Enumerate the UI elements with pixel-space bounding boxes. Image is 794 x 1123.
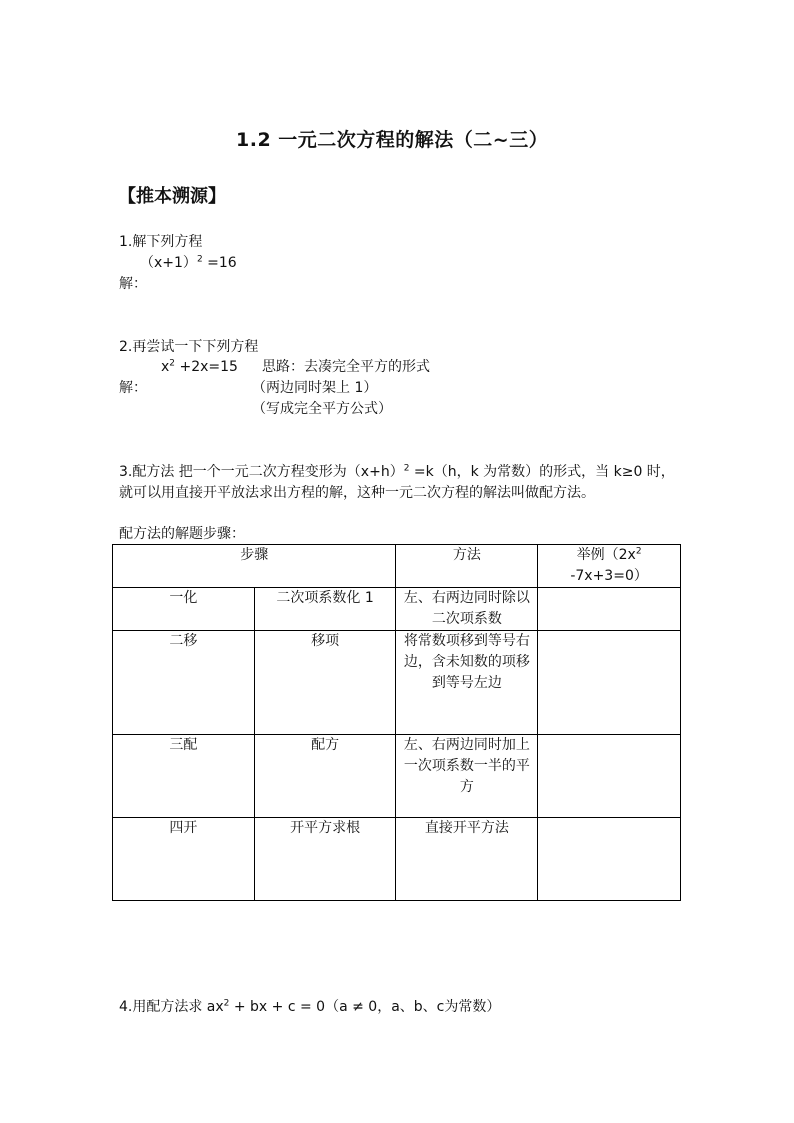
header-example-pre: 举例（2x [576,547,636,563]
row-desc: 移项 [254,631,396,735]
row-example[interactable] [538,818,681,901]
table-row [113,631,681,735]
q2-eq-pre: x [161,359,170,375]
q4-text [119,997,500,1018]
table-row [113,588,681,631]
q4-text-b: + bx + c = 0（a ≠ 0，a、b、c为常数） [229,999,501,1015]
q2-eq-post: +2x=15 [175,359,238,375]
header-example-post: -7x+3=0） [570,568,648,584]
q3-text-a: 3.配方法 把一个一元二次方程变形为（x+h） [119,464,404,480]
row-desc: 配方 [254,735,396,818]
row-example[interactable] [538,588,681,631]
q3-steps-label: 配方法的解题步骤： [119,526,245,542]
q1-label: 1.解下列方程 [119,234,203,250]
q1-eq-post: =16 [202,255,237,271]
q1-eq-exp: 2 [196,254,203,265]
row-method: 直接开平方法 [396,818,538,901]
page-title: 1.2 一元二次方程的解法（二~三） [236,129,549,151]
table-row [113,818,681,901]
q2-equation [161,357,238,378]
header-method: 方法 [396,545,538,588]
steps-table [112,544,681,901]
row-desc: 开平方求根 [254,818,396,901]
q2-hint: 思路：去凑完全平方的形式 [262,359,430,375]
row-method: 左、右两边同时加上一次项系数一半的平方 [396,735,538,818]
q2-note-1: （两边同时架上 1） [252,380,378,396]
table-row [113,735,681,818]
header-steps: 步骤 [113,545,396,588]
row-desc: 二次项系数化 1 [254,588,396,631]
row-method: 左、右两边同时除以二次项系数 [396,588,538,631]
row-step: 一化 [113,588,255,631]
row-step: 四开 [113,818,255,901]
q2-eq-exp: 2 [169,358,176,369]
row-method: 将常数项移到等号右边，含未知数的项移到等号左边 [396,631,538,735]
q2-label: 2.再尝试一下下列方程 [119,339,259,355]
q4-text-a: 4.用配方法求 ax [119,999,224,1015]
header-example [538,545,681,588]
q3-text-exp: 2 [403,463,410,474]
q2-note-2: （写成完全平方公式） [252,401,392,417]
q1-answer: 解： [119,276,147,292]
section-heading: 【推本溯源】 [118,186,226,207]
table-header-row [113,545,681,588]
q2-answer: 解： [119,380,147,396]
row-example[interactable] [538,631,681,735]
row-step: 三配 [113,735,255,818]
row-example[interactable] [538,735,681,818]
q3-paragraph [119,462,679,504]
q4-text-exp: 2 [223,998,230,1009]
q3-text-b: =k（h，k 为常数）的形式，当 k≥0 时，就可以用直接开平放法求出方程的解，这种一元二次方程的解法叫做配方法。 [119,464,675,501]
header-example-exp: 2 [635,546,642,557]
q1-equation [140,253,237,274]
q1-eq-pre: （x+1） [140,255,197,271]
row-step: 二移 [113,631,255,735]
